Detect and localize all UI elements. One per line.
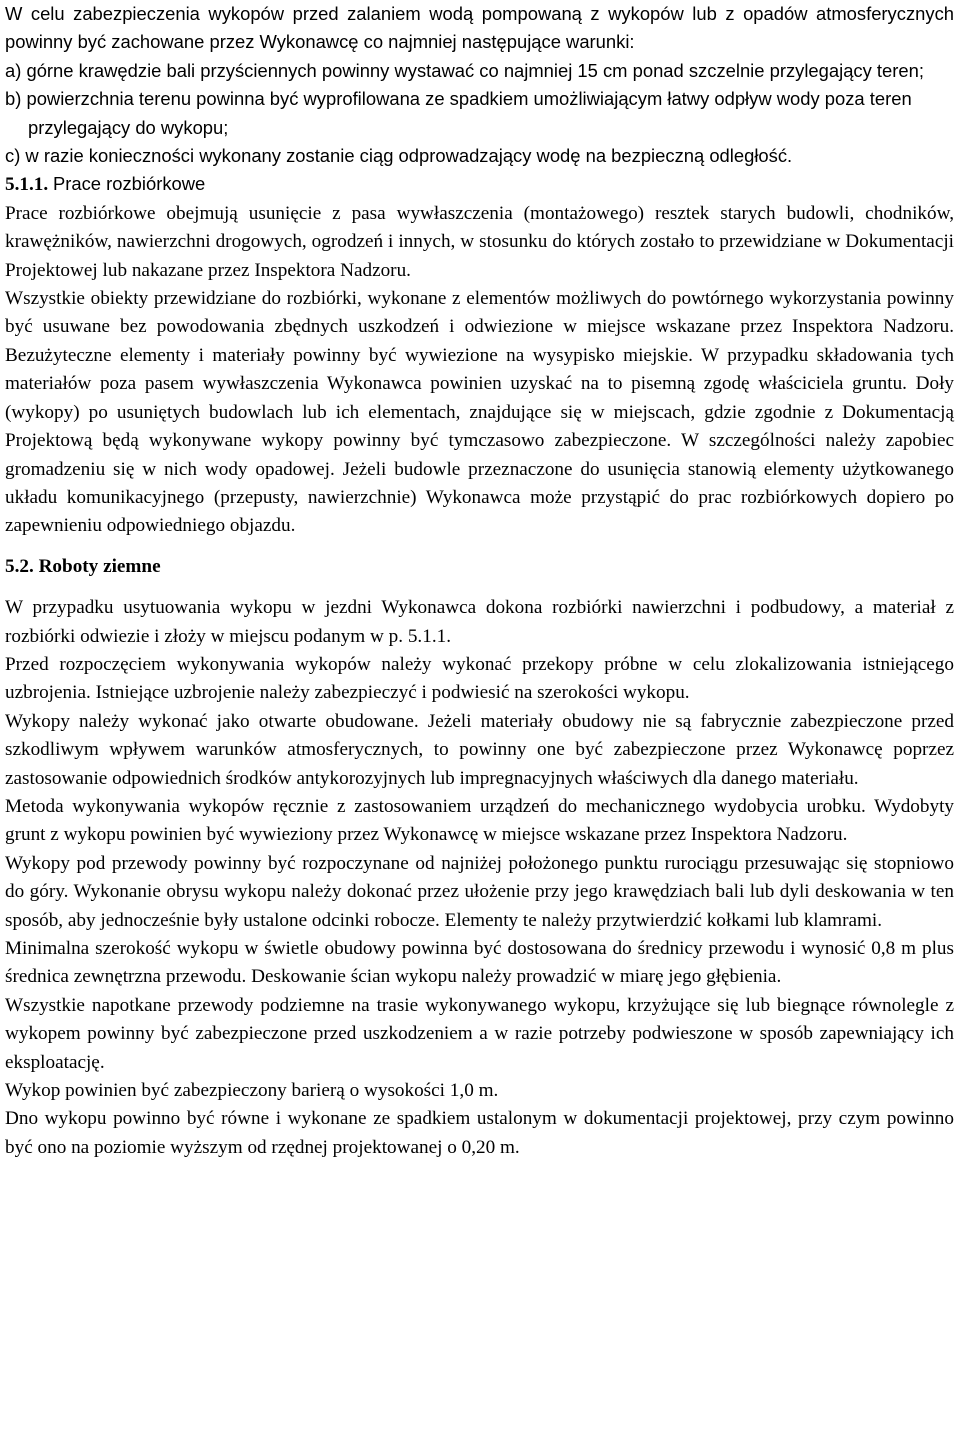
section-52-paragraph-2: Przed rozpoczęciem wykonywania wykopów należy wykonać przekopy próbne w celu zlokalizowania istniejącego uzbrojenia. Istniejące uzbrojenie należy zabezpieczyć i podwiesić na szerokości wykopu.	[5, 653, 954, 704]
intro-list-item-a: a) górne krawędzie bali przyściennych powinny wystawać co najmniej 15 cm ponad szczelnie przylegający teren;	[5, 59, 924, 81]
intro-paragraph: W celu zabezpieczenia wykopów przed zalaniem wodą pompowaną z wykopów lub z opadów atmosferycznych powinny być zachowane przez Wykonawcę co najmniej następujące warunki:	[5, 3, 954, 53]
intro-list-item-c: c) w razie konieczności wykonany zostanie ciąg odprowadzający wodę na bezpieczną odległość.	[5, 145, 793, 167]
section-52-paragraph-6: Minimalna szerokość wykopu w świetle obudowy powinna być dostosowana do średnicy przewodu i wynosić 0,8 m plus średnica zewnętrzna przewodu. Deskowanie ścian wykopu należy prowadzić w miarę jego głębienia.	[5, 938, 954, 988]
section-52-paragraph-9: Dno wykopu powinno być równe i wykonane ze spadkiem ustalonym w dokumentacji projektowej, przy czym powinno być ono na poziomie wyższym od rzędnej projektowanej o 0,20 m.	[5, 1108, 954, 1158]
section-52-heading: 5.2. Roboty ziemne	[5, 555, 161, 577]
section-511-heading	[5, 170, 954, 199]
document-body	[5, 0, 954, 1162]
section-52-paragraph-7: Wszystkie napotkane przewody podziemne na trasie wykonywanego wykopu, krzyżujące się lub biegnące równolegle z wykopem powinny być zabezpieczone przed uszkodzeniem a w razie potrzeby podwieszone w sposób zapewniający ich eksploatację.	[5, 994, 954, 1073]
section-52-paragraph-5: Wykopy pod przewody powinny być rozpoczynane od najniżej położonego punktu rurociągu przesuwając się stopniowo do góry. Wykonanie obrysu wykopu należy dokonać przez ułożenie przy jego krawędziach bali lub dyli deskowania w ten sposób, aby jednocześnie były ustalone odcinki robocze. Elementy te należy przytwierdzić kołkami lub klamrami.	[5, 852, 954, 931]
section-52-paragraph-3: Wykopy należy wykonać jako otwarte obudowane. Jeżeli materiały obudowy nie są fabrycznie zabezpieczone przed szkodliwym wpływem warunków atmosferycznych, to powinny one być zabezpieczone przez Wykonawcę poprzez zastosowanie odpowiednich środków antykorozyjnych lub impregnacyjnych właściwych dla danego materiału.	[5, 710, 954, 789]
section-52-paragraph-1: W przypadku usytuowania wykopu w jezdni Wykonawca dokona rozbiórki nawierzchni i podbudowy, a materiał z rozbiórki odwiezie i złoży w miejscu podanym w p. 5.1.1.	[5, 597, 954, 647]
section-511-number: 5.1.1.	[5, 174, 49, 196]
section-511-paragraph-1: Prace rozbiórkowe obejmują usunięcie z pasa wywłaszczenia (montażowego) resztek starych budowli, chodników, krawężników, nawierzchni drogowych, ogrodzeń i innych, w stosunku do których zostało to przewidziane w Dokumentacji Projektowej lub nakazane przez Inspektora Nadzoru.	[5, 202, 954, 281]
section-511-paragraph-2: Wszystkie obiekty przewidziane do rozbiórki, wykonane z elementów możliwych do powtórnego wykorzystania powinny być usuwane bez powodowania zbędnych uszkodzeń i odwiezione w miejsce wskazane przez Inspektora Nadzoru. Bezużyteczne elementy i materiały powinny być wywiezione na wysypisko miejskie. W przypadku składowania tych materiałów poza pasem wywłaszczenia Wykonawca powinien uzyskać na to pisemną zgodę właściciela gruntu. Doły (wykopy) po usuniętych budowlach lub ich elementach, znajdujące się w miejscach, gdzie zgodnie z Dokumentacją Projektową będą wykonywane wykopy powinny być tymczasowo zabezpieczone. W szczególności należy zapobiec gromadzeniu się w nich wody opadowej. Jeżeli budowle przeznaczone do usunięcia stanowią elementy użytkowanego układu komunikacyjnego (przepusty, nawierzchnie) Wykonawca może przystąpić do prac rozbiórkowych dopiero po zapewnieniu odpowiedniego objazdu.	[5, 288, 954, 537]
section-52-paragraph-8: Wykop powinien być zabezpieczony barierą o wysokości 1,0 m.	[5, 1080, 499, 1102]
section-52-paragraph-4: Metoda wykonywania wykopów ręcznie z zastosowaniem urządzeń do mechanicznego wydobycia urobku. Wydobyty grunt z wykopu powinien być wywieziony przez Wykonawcę w miejsce wskazane przez Inspektora Nadzoru.	[5, 795, 954, 846]
intro-list-item-b: b) powierzchnia terenu powinna być wyprofilowana ze spadkiem umożliwiającym łatwy odpływ wody poza teren przylegający do wykopu;	[5, 88, 912, 138]
section-511-title: Prace rozbiórkowe	[52, 173, 206, 195]
